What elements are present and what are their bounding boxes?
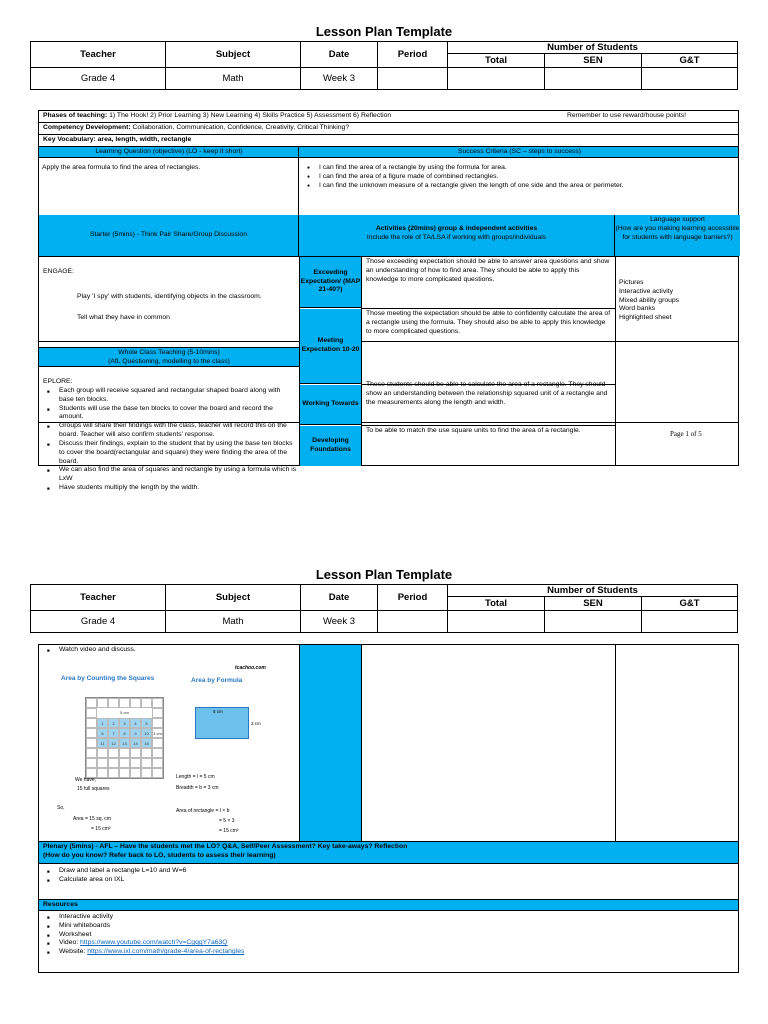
- list-item: ■ Each group will receive squared and rectangular shaped board along with base ten blocks.: [43, 387, 297, 405]
- total-value: [448, 611, 545, 633]
- resources-header: Resources: [39, 899, 738, 911]
- language-support-list: [619, 279, 679, 323]
- grid-cell: 10: [141, 728, 152, 738]
- explore-label: EPLORE:: [43, 378, 73, 385]
- header-table: [30, 584, 738, 633]
- grid-cell: 7: [108, 728, 119, 738]
- gt-label: G&T: [642, 597, 738, 611]
- level-label-developing: Developing Foundations: [300, 426, 361, 466]
- period-value: [378, 68, 448, 90]
- list-item: ● I can find the area of a figure made of combined rectangles.: [303, 173, 723, 182]
- grid-cell: 8: [119, 728, 130, 738]
- list-item: ■ Draw and label a rectangle L=10 and W=6: [43, 867, 723, 876]
- competency-text: Collaboration, Communication, Confidence, Creativity, Critical Thinking?: [132, 124, 350, 131]
- grid-cell: 12: [108, 738, 119, 748]
- vocab-text: Key Vocabulary: area, length, width, rectangle: [43, 136, 192, 143]
- phases-text: 1) The Hook! 2) Prior Learning 3) New Learning 4) Skills Practice 5) Assessment 6) Reflection: [109, 112, 392, 119]
- success-criteria-list: [303, 164, 723, 190]
- teacher-label: Teacher: [31, 42, 166, 68]
- date-label: Date: [301, 42, 378, 68]
- grid-cell: 5: [141, 718, 152, 728]
- teacher-value: Grade 4: [31, 68, 166, 90]
- lq-text: Apply the area formula to find the area of rectangles.: [42, 164, 201, 171]
- figure-calc-1: = 5 × 3: [219, 818, 235, 824]
- video-label: Video:: [59, 939, 81, 947]
- grid-cell: 14: [130, 738, 141, 748]
- grid-top-label: 5 cm: [120, 710, 129, 715]
- level-text-exceeding: Those exceeding expectation should be able to answer area questions and show an understanding of how to find area. They should be able to apply this knowledge to more complicated questions.: [366, 258, 610, 283]
- list-item: Highlighted sheet: [619, 314, 672, 322]
- rect-side-label: 3 cm: [251, 721, 261, 726]
- plenary-header-2: (How do you know? Refer back to LO, students to assess their learning): [43, 851, 276, 859]
- website-link[interactable]: https://www.ixl.com/math/grade-4/area-of-rectangles: [87, 948, 245, 956]
- level-text-meeting: Those meeting the expectation should be able to confidently calculate the area of a rectangle using the formula. They should also be able to apply this knowledge to more complicated questions.: [366, 310, 611, 335]
- list-item: ■ Discuss their findings, explain to the student that by using the base ten blocks to cover the board(rectangular and square) they were finding the area of the board.: [43, 440, 297, 466]
- list-item: ■ Mini whiteboards: [43, 922, 723, 931]
- grid-cell: 2: [108, 718, 119, 728]
- figure-full-squares: 15 full squares: [77, 786, 110, 792]
- list-item: [43, 939, 723, 948]
- grid-cell: 4: [130, 718, 141, 728]
- activities-header: Activities (20mins) group & independent activities: [375, 225, 538, 232]
- list-item: ■ Students will use the base ten blocks to cover the board and record the amount.: [43, 405, 297, 423]
- page-title: Lesson Plan Template: [315, 24, 453, 39]
- sen-label: SEN: [545, 54, 642, 68]
- subject-label: Subject: [166, 585, 301, 611]
- list-item: ■ We can also find the area of squares and rectangle by using a formula which is LxW: [43, 466, 297, 484]
- students-label: Number of Students: [448, 42, 738, 54]
- figure-calc-2: = 15 cm²: [219, 828, 239, 834]
- wct-subheader: (AfL Questioning, modelling to the class): [108, 357, 230, 365]
- figure-we-have: We have,: [75, 777, 97, 783]
- level-label-meeting: Meeting Expectation 10-20: [300, 309, 361, 384]
- figure-area-2: = 15 cm²: [91, 826, 111, 832]
- lesson-plan-body-2: [38, 644, 739, 973]
- period-label: Period: [378, 42, 448, 68]
- teacher-label: Teacher: [31, 585, 166, 611]
- area-figure: [43, 659, 295, 839]
- grid-side-label: 3 cm: [152, 728, 163, 738]
- sen-value: [545, 68, 642, 90]
- plenary-header: [39, 841, 738, 864]
- level-label-working: Working Towards: [300, 385, 361, 425]
- gt-value: [642, 611, 738, 633]
- grid-cell: 6: [97, 728, 108, 738]
- subject-value: Math: [166, 68, 301, 90]
- sc-header: Success Criteria (SC – steps to success): [457, 148, 582, 155]
- subject-value: Math: [166, 611, 301, 633]
- grid-cell: 1: [97, 718, 108, 728]
- list-item: Pictures: [619, 279, 644, 286]
- unit-square-grid: [85, 697, 164, 779]
- figure-area-1: Area = 15 sq. cm: [73, 816, 111, 822]
- figure-breadth: Breadth = b = 3 cm: [176, 785, 219, 791]
- gt-label: G&T: [642, 54, 738, 68]
- figure-brand: tcachoo.com: [235, 665, 266, 671]
- grid-cell: 11: [97, 738, 108, 748]
- subject-label: Subject: [166, 42, 301, 68]
- level-column-fill: [300, 645, 361, 841]
- total-label: Total: [448, 54, 545, 68]
- date-label: Date: [301, 585, 378, 611]
- figure-so: So,: [57, 805, 65, 811]
- phases-label: Phases of teaching:: [43, 112, 108, 119]
- gt-value: [642, 68, 738, 90]
- figure-left-title: Area by Counting the Squares: [61, 675, 155, 682]
- rect-top-label: 5 cm: [213, 709, 223, 714]
- sen-label: SEN: [545, 597, 642, 611]
- sen-value: [545, 611, 642, 633]
- list-item: Interactive activity: [619, 287, 674, 295]
- date-value: Week 3: [301, 611, 378, 633]
- list-item: ■ Worksheet: [43, 931, 723, 940]
- header-table: [30, 41, 738, 90]
- list-item: Word banks: [619, 305, 656, 313]
- list-item: ● I can find the area of a rectangle by using the formula for area.: [303, 164, 723, 173]
- wct-header: Whole Class Teaching (5-10mins): [118, 349, 220, 356]
- period-label: Period: [378, 585, 448, 611]
- teacher-value: Grade 4: [31, 611, 166, 633]
- reminder-text: Remember to use reward/house points!: [567, 112, 687, 119]
- grid-cell: 3: [119, 718, 130, 728]
- period-value: [378, 611, 448, 633]
- engage-label: ENGAGE:: [43, 268, 74, 275]
- students-label: Number of Students: [448, 585, 738, 597]
- level-label-exceeding: Exceeding Expectation/ (MAP 21-40?): [300, 257, 361, 308]
- activities-frame: [38, 256, 739, 466]
- competency-label: Competency Development:: [43, 124, 131, 131]
- total-label: Total: [448, 597, 545, 611]
- list-item: [43, 948, 723, 957]
- figure-right-title: Area by Formula: [191, 677, 243, 684]
- total-value: [448, 68, 545, 90]
- list-item: ■ Groups will share their findings with the class, teacher will record this on the board. Teacher will also confirm students' response.: [43, 422, 297, 440]
- lq-header: Learning Question (objective) (LO - keep it short): [95, 148, 243, 155]
- grid-cell: 15: [141, 738, 152, 748]
- list-item: ■ Watch video and discuss.: [43, 646, 297, 655]
- plenary-list: [43, 867, 723, 885]
- resources-list: [43, 913, 723, 957]
- video-link[interactable]: https://www.youtube.com/watch?v=CgqgY7a63Q: [80, 939, 228, 947]
- list-item: ■ Calculate area on IXL: [43, 876, 723, 885]
- list-item: ● I can find the unknown measure of a rectangle given the length of one side and the area or perimeter.: [303, 182, 723, 191]
- grid-cell: 13: [119, 738, 130, 748]
- list-item: ■ Interactive activity: [43, 913, 723, 922]
- list-item: ■ Have students multiply the length by the width.: [43, 484, 297, 493]
- level-text-developing: To be able to match the use square units to find the area of a rectangle.: [366, 427, 581, 434]
- list-item: Mixed ability groups: [619, 296, 680, 304]
- page-title: Lesson Plan Template: [315, 567, 453, 582]
- plenary-header-1: Plenary (5mins) - AFL – Have the students met the LO? Q&A, Self/Peer Assessment? Key take-aways? Reflection: [43, 843, 408, 850]
- date-value: Week 3: [301, 68, 378, 90]
- figure-formula: Area of rectangle = l × b: [176, 808, 230, 814]
- figure-length: Length = l = 5 cm: [176, 774, 215, 780]
- grid-cell: 9: [130, 728, 141, 738]
- engage-text-1: Play 'I spy' with students, identifying objects in the classroom.: [77, 293, 262, 300]
- page-number: Page 1 of 5: [670, 430, 702, 438]
- activities-subheader: Include the role of TA/LSA if working with groups/individuals: [366, 233, 547, 241]
- language-support-header: Language support (How are you making learning accessible for students with language barriers?): [615, 215, 740, 256]
- level-text-working: These students should be able to calculate the area of a rectangle. They should show an understanding between the relationship squared unit of a rectangle and the measurements along the length and width.: [366, 381, 608, 406]
- website-label: Website:: [59, 948, 88, 956]
- engage-text-2: Tell what they have in common: [77, 314, 170, 321]
- starter-header: Starter (5mins) - Think Pair Share/Group Discussion: [89, 231, 247, 239]
